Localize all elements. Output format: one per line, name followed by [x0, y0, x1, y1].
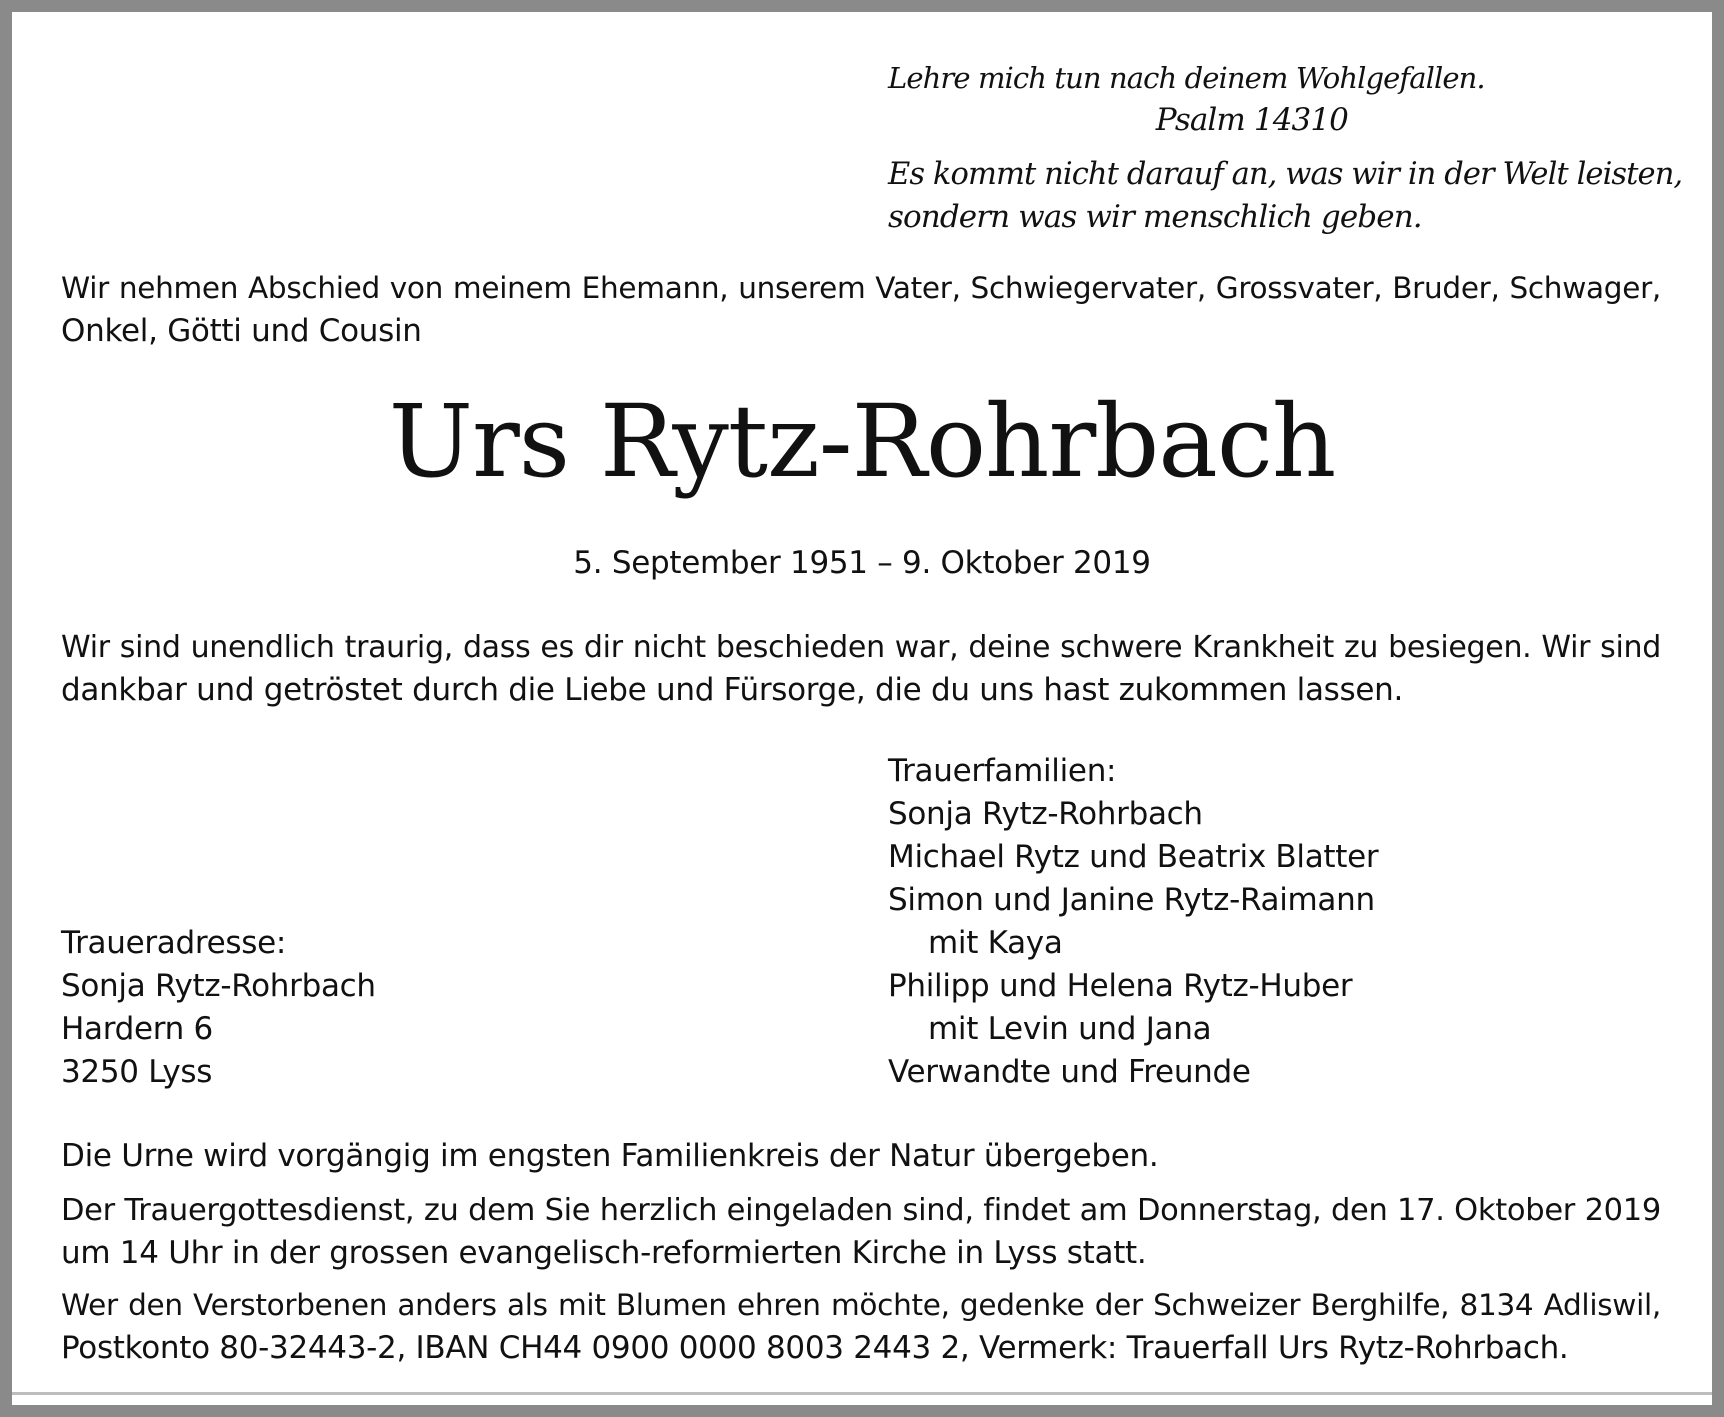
mourning-address — [61, 922, 761, 1094]
deceased-block — [12, 382, 1712, 502]
quote-source: Psalm 14310 — [1155, 102, 1348, 138]
quote-line: sondern was wir menschlich geben. — [888, 199, 1422, 235]
family-member: Sonja Rytz-Rohrbach — [888, 796, 1203, 832]
message-line: dankbar und getröstet durch die Liebe und Fürsorge, die du uns hast zukommen lassen. — [61, 672, 1404, 708]
quote-text: Lehre mich tun nach deinem Wohlgefallen. — [888, 61, 1485, 95]
family-member: Michael Rytz und Beatrix Blatter — [888, 839, 1379, 875]
intro-text — [61, 267, 1661, 353]
service-line: Der Trauergottesdienst, zu dem Sie herzlich eingeladen sind, findet am Donnerstag, den 17. Oktober 2019 — [61, 1193, 1661, 1228]
address-line: Hardern 6 — [61, 1011, 213, 1047]
intro-line: Wir nehmen Abschied von meinem Ehemann, unserem Vater, Schwiegervater, Grossvater, Bruder, Schwager, — [61, 271, 1661, 305]
service-line: um 14 Uhr in der grossen evangelisch-reformierten Kirche in Lyss statt. — [61, 1235, 1147, 1271]
family-member: Simon und Janine Rytz-Raimann — [888, 882, 1375, 918]
page-bottom-rule — [12, 1392, 1712, 1395]
family-member: mit Kaya — [928, 925, 1063, 961]
intro-line: Onkel, Götti und Cousin — [61, 313, 422, 349]
bible-quote — [888, 57, 1488, 141]
donation-line: Wer den Verstorbenen anders als mit Blumen ehren möchte, gedenke der Schweizer Berghilfe, 8134 Adliswil, — [61, 1288, 1661, 1322]
family-member: Philipp und Helena Rytz-Huber — [888, 968, 1353, 1004]
deceased-name: Urs Rytz-Rohrbach — [388, 383, 1336, 500]
address-line: Sonja Rytz-Rohrbach — [61, 968, 376, 1004]
donation-line: Postkonto 80-32443-2, IBAN CH44 0900 0000 8003 2443 2, Vermerk: Trauerfall Urs Rytz-Rohrbach. — [61, 1330, 1569, 1366]
address-heading: Traueradresse: — [61, 925, 287, 961]
family-member: Verwandte und Freunde — [888, 1054, 1251, 1090]
address-line: 3250 Lyss — [61, 1054, 213, 1090]
families-heading: Trauerfamilien: — [888, 753, 1117, 789]
quote-line: Es kommt nicht darauf an, was wir in der Welt leisten, — [888, 157, 1683, 192]
obituary-page — [12, 12, 1712, 1405]
life-dates: 5. September 1951 – 9. Oktober 2019 — [573, 545, 1151, 581]
family-member: mit Levin und Jana — [928, 1011, 1212, 1047]
message-line: Wir sind unendlich traurig, dass es dir nicht beschieden war, deine schwere Krankheit zu besiegen. Wir sind — [61, 630, 1661, 665]
donation-notice — [61, 1284, 1661, 1370]
urn-text: Die Urne wird vorgängig im engsten Familienkreis der Natur übergeben. — [61, 1138, 1159, 1174]
secondary-quote — [888, 154, 1688, 238]
mourning-families — [888, 750, 1688, 1094]
urn-notice — [61, 1135, 1661, 1178]
service-notice — [61, 1189, 1661, 1275]
condolence-message — [61, 626, 1661, 712]
